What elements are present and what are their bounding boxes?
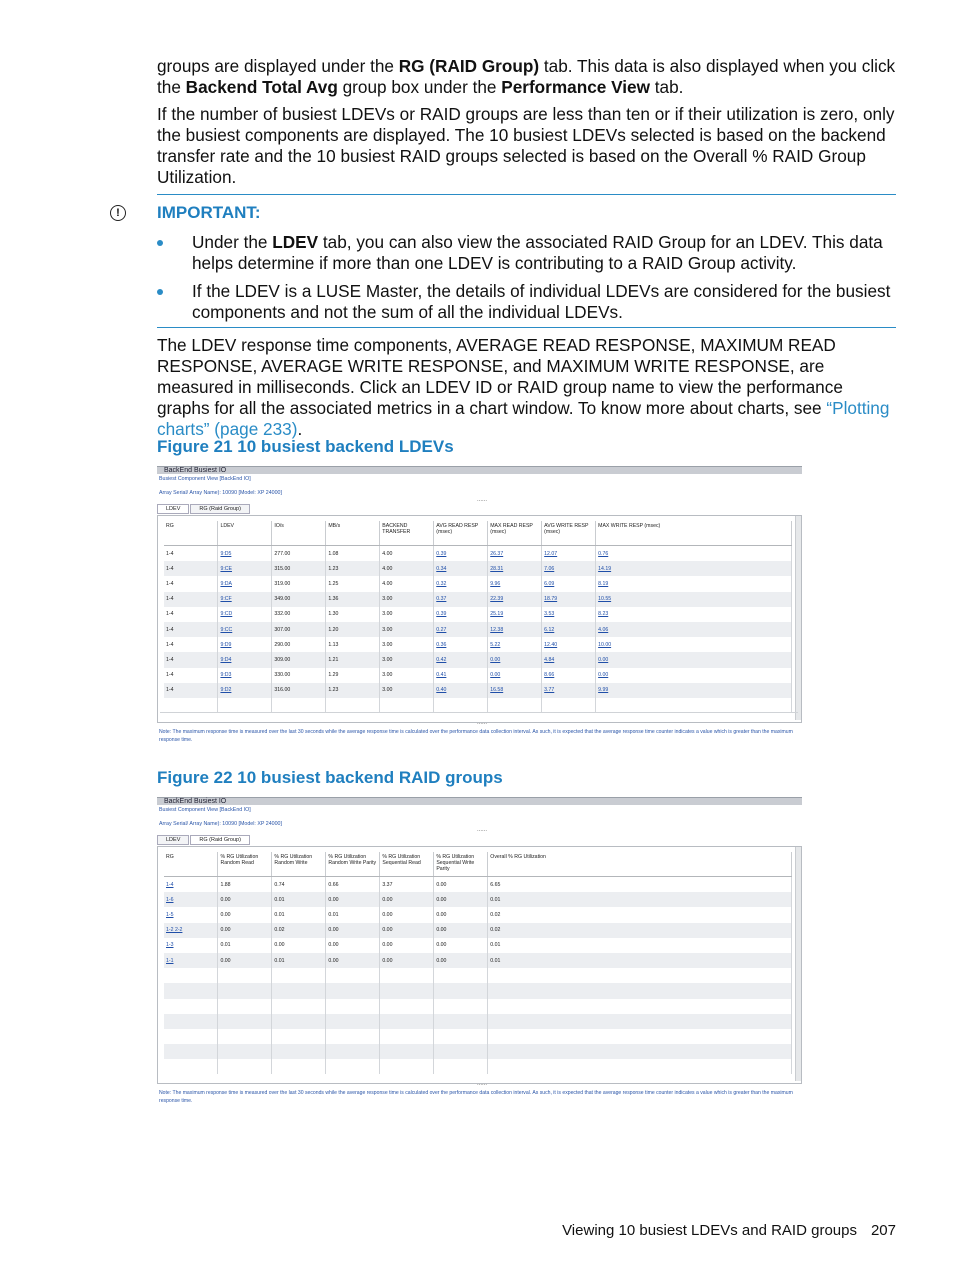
table-cell: 0.00 — [434, 907, 488, 922]
table-cell — [164, 1059, 218, 1074]
table-cell: 1-4 — [164, 637, 218, 652]
table-cell: 1-4 — [164, 622, 218, 637]
table-cell: 0.02 — [272, 923, 326, 938]
table-cell — [380, 1044, 434, 1059]
section-title: Viewing 10 busiest LDEVs and RAID groups — [562, 1222, 857, 1239]
splitter-handle[interactable]: ...... — [477, 1081, 488, 1087]
table-cell: 330.00 — [272, 668, 326, 683]
table-cell — [434, 999, 488, 1014]
table-cell: 1.25 — [326, 576, 380, 591]
table-cell: 0.00 — [272, 938, 326, 953]
table-cell-link[interactable]: 1-4 — [164, 877, 218, 893]
tab-rg[interactable]: RG (Raid Group) — [190, 504, 250, 514]
figure-21-title: Figure 21 10 busiest backend LDEVs — [157, 437, 454, 456]
table-cell: 3.00 — [380, 652, 434, 667]
table-cell: 0.66 — [326, 877, 380, 893]
table-cell: 1-4 — [164, 668, 218, 683]
table-cell — [326, 983, 380, 998]
table-cell-link[interactable]: 10.55 — [596, 592, 792, 607]
tab-name-ldev: LDEV — [272, 232, 319, 252]
table-row — [164, 607, 792, 622]
table-cell-link[interactable]: 1-6 — [164, 892, 218, 907]
table-cell — [272, 1044, 326, 1059]
tab-ldev[interactable]: LDEV — [157, 504, 189, 514]
table-cell-link[interactable]: 6.12 — [542, 622, 596, 637]
table-cell: 1.13 — [326, 637, 380, 652]
table-cell-link[interactable]: 10.00 — [596, 637, 792, 652]
table-cell — [164, 968, 218, 983]
table-cell — [164, 698, 218, 713]
splitter-handle[interactable]: ...... — [477, 827, 488, 833]
table-row — [164, 953, 792, 968]
table-cell-link[interactable]: 9:CE — [218, 561, 272, 576]
table-cell — [218, 1059, 272, 1074]
intro-paragraph-1 — [157, 56, 897, 98]
column-header[interactable]: AVG WRITE RESP (msec) — [542, 521, 596, 546]
table-cell: 1.29 — [326, 668, 380, 683]
important-heading: IMPORTANT: — [157, 203, 261, 222]
bullet-icon — [157, 289, 163, 295]
table-row — [164, 1014, 792, 1029]
column-header[interactable]: RG — [164, 521, 218, 546]
table-cell-link[interactable]: 0.37 — [434, 592, 488, 607]
table-cell: 0.00 — [380, 923, 434, 938]
table-cell: 1.30 — [326, 607, 380, 622]
table-cell: 0.00 — [326, 953, 380, 968]
text: tab. — [649, 77, 684, 97]
table-cell: 0.00 — [434, 892, 488, 907]
table-cell: 0.00 — [380, 907, 434, 922]
table-cell: 1.20 — [326, 622, 380, 637]
table-cell — [164, 1029, 218, 1044]
table-cell-link[interactable]: 6.09 — [542, 576, 596, 591]
table-cell — [434, 1014, 488, 1029]
table-cell-link[interactable]: 3.53 — [542, 607, 596, 622]
table-cell — [326, 1029, 380, 1044]
table-cell — [434, 1059, 488, 1074]
table-cell: 0.01 — [488, 938, 792, 953]
table-cell — [326, 1059, 380, 1074]
table-row — [164, 983, 792, 998]
table-cell-link[interactable]: 12.07 — [542, 546, 596, 562]
column-header[interactable]: LDEV — [218, 521, 272, 546]
table-cell — [380, 999, 434, 1014]
table-cell — [272, 983, 326, 998]
table-cell-link[interactable]: 9:CC — [218, 622, 272, 637]
table-cell: 1.36 — [326, 592, 380, 607]
table-cell-link[interactable]: 0.40 — [434, 683, 488, 698]
table-cell: 0.74 — [272, 877, 326, 893]
text: Under the — [192, 232, 273, 252]
tab-name-performance: Performance View — [501, 77, 650, 97]
table-cell-link[interactable]: 9:D2 — [218, 683, 272, 698]
column-header[interactable]: MAX READ RESP (msec) — [488, 521, 542, 546]
table-cell — [218, 999, 272, 1014]
table-row — [164, 622, 792, 637]
table-cell: 1.88 — [218, 877, 272, 893]
table-cell — [164, 983, 218, 998]
table-cell-link[interactable]: 0.34 — [434, 561, 488, 576]
table-cell-link[interactable]: 9:CD — [218, 607, 272, 622]
table-cell: 309.00 — [272, 652, 326, 667]
breadcrumb: Busiest Component View [BackEnd IO] — [159, 476, 251, 482]
table-cell: 0.00 — [380, 892, 434, 907]
divider — [157, 327, 896, 328]
table-cell-link[interactable]: 0.39 — [434, 546, 488, 562]
table-cell-link[interactable]: 8.19 — [596, 576, 792, 591]
table-cell — [218, 1029, 272, 1044]
table-cell: 0.00 — [218, 953, 272, 968]
table-cell: 4.00 — [380, 546, 434, 562]
divider — [157, 194, 896, 195]
table-cell: 0.00 — [326, 892, 380, 907]
table-cell: 1-4 — [164, 652, 218, 667]
plotting-charts-link[interactable]: “Plotting charts” (page 233) — [157, 398, 890, 439]
table-cell: 1-4 — [164, 607, 218, 622]
breadcrumb: Busiest Component View [BackEnd IO] — [159, 807, 251, 813]
table-cell — [380, 1014, 434, 1029]
table-cell-link[interactable]: 9:DA — [218, 576, 272, 591]
table-cell-link[interactable]: 14.19 — [596, 561, 792, 576]
table-cell — [434, 698, 488, 713]
tab-bar — [157, 835, 251, 845]
table-cell-link[interactable]: 0.42 — [434, 652, 488, 667]
table-cell — [272, 999, 326, 1014]
table-cell-link[interactable]: 28.31 — [488, 561, 542, 576]
table-row — [164, 637, 792, 652]
table-row — [164, 698, 792, 713]
table-cell: 3.00 — [380, 668, 434, 683]
table-cell: 0.01 — [488, 892, 792, 907]
table-cell: 1.23 — [326, 683, 380, 698]
table-cell: 0.00 — [380, 938, 434, 953]
table-row — [164, 877, 792, 893]
table-cell-link[interactable]: 0.32 — [434, 576, 488, 591]
table-cell-link[interactable]: 8.66 — [542, 668, 596, 683]
column-header[interactable]: MB/s — [326, 521, 380, 546]
table-cell: 332.00 — [272, 607, 326, 622]
table-cell — [272, 1014, 326, 1029]
figure-22-screenshot — [157, 797, 802, 1109]
table-cell-link[interactable]: 9.99 — [596, 683, 792, 698]
column-header[interactable]: RG — [164, 852, 218, 877]
table-cell — [380, 698, 434, 713]
text: groups are displayed under the — [157, 56, 399, 76]
tab-ldev[interactable]: LDEV — [157, 835, 189, 845]
table-cell — [218, 1014, 272, 1029]
table-cell: 0.00 — [218, 892, 272, 907]
table-cell — [488, 999, 792, 1014]
table-row — [164, 907, 792, 922]
table-cell — [596, 698, 792, 713]
table-cell — [218, 968, 272, 983]
table-cell: 3.00 — [380, 637, 434, 652]
table-cell-link[interactable]: 0.76 — [596, 546, 792, 562]
column-header[interactable]: BACKEND TRANSFER — [380, 521, 434, 546]
table-cell — [164, 1044, 218, 1059]
table-row — [164, 892, 792, 907]
page-footer — [562, 1222, 896, 1239]
array-info: Array Serial/ Array Name): 10090 [Model: XP 24000] — [159, 821, 282, 827]
table-cell — [488, 1044, 792, 1059]
table-cell-link[interactable]: 22.39 — [488, 592, 542, 607]
table-cell-link[interactable]: 8.23 — [596, 607, 792, 622]
table-cell: 1.21 — [326, 652, 380, 667]
table-cell: 3.00 — [380, 622, 434, 637]
tab-bar — [157, 504, 251, 514]
table-cell: 290.00 — [272, 637, 326, 652]
table-cell-link[interactable]: 9:D9 — [218, 637, 272, 652]
table-cell-link[interactable]: 12.38 — [488, 622, 542, 637]
table-cell: 3.00 — [380, 683, 434, 698]
table-cell: 0.01 — [272, 892, 326, 907]
table-row — [164, 938, 792, 953]
table-cell: 307.00 — [272, 622, 326, 637]
table-cell: 1.23 — [326, 561, 380, 576]
bullet-icon — [157, 240, 163, 246]
table-cell — [488, 968, 792, 983]
table-cell: 0.01 — [488, 953, 792, 968]
table-cell — [434, 1029, 488, 1044]
table-cell: 1-4 — [164, 592, 218, 607]
table-cell: 0.00 — [218, 907, 272, 922]
table-cell: 349.00 — [272, 592, 326, 607]
text: tab, you can also view the associated RAID Group for an LDEV. This data helps determine if more than one LDEV is contributing to a RAID Group activity. — [192, 232, 883, 273]
table-row — [164, 683, 792, 698]
figure-21-screenshot — [157, 466, 802, 746]
table-cell: 316.00 — [272, 683, 326, 698]
table-cell-link[interactable]: 0.27 — [434, 622, 488, 637]
table-cell — [326, 1044, 380, 1059]
table-cell-link[interactable]: 4.84 — [542, 652, 596, 667]
response-paragraph — [157, 335, 897, 440]
table-row — [164, 1029, 792, 1044]
table-cell: 4.00 — [380, 576, 434, 591]
table-cell-link[interactable]: 7.06 — [542, 561, 596, 576]
tab-name-rg: RG (RAID Group) — [398, 56, 540, 76]
table-cell: 0.00 — [380, 953, 434, 968]
table-cell-link[interactable]: 3.77 — [542, 683, 596, 698]
table-cell — [380, 1029, 434, 1044]
table-cell — [488, 983, 792, 998]
table-cell-link[interactable]: 9:D3 — [218, 668, 272, 683]
panel-title: BackEnd Busiest IO — [164, 467, 227, 474]
vertical-scrollbar[interactable] — [795, 847, 801, 1081]
table-cell-link[interactable]: 1-2 2-2 — [164, 923, 218, 938]
table-cell — [326, 968, 380, 983]
table-cell — [164, 1014, 218, 1029]
table-row — [164, 1059, 792, 1074]
table-cell-link[interactable]: 18.79 — [542, 592, 596, 607]
table-cell: 1-4 — [164, 683, 218, 698]
table-row — [164, 546, 792, 562]
splitter-handle[interactable]: ...... — [477, 720, 488, 726]
table-cell: 6.65 — [488, 877, 792, 893]
table-cell-link[interactable]: 1-1 — [164, 953, 218, 968]
column-header[interactable]: % RG Utilization Sequential Write Parity — [434, 852, 488, 877]
table-cell: 0.00 — [434, 953, 488, 968]
table-cell: 1-4 — [164, 561, 218, 576]
column-header[interactable]: MAX WRITE RESP (msec) — [596, 521, 792, 546]
note-text: Note: The maximum response time is measured over the last 30 seconds while the average response time is calculated over the performance data collection interval. As such, it is expected that the average response time counter indicates a value which is greater than the maximum response time. — [159, 1090, 793, 1104]
table-cell — [488, 1029, 792, 1044]
table-cell: 277.00 — [272, 546, 326, 562]
column-header[interactable]: % RG Utilization Random Read — [218, 852, 272, 877]
table-cell: 315.00 — [272, 561, 326, 576]
table-cell: 0.01 — [272, 953, 326, 968]
table-cell — [434, 1044, 488, 1059]
table-cell — [326, 999, 380, 1014]
table-cell-link[interactable]: 0.00 — [488, 668, 542, 683]
table-cell — [542, 698, 596, 713]
table-cell: 0.01 — [272, 907, 326, 922]
table-row — [164, 668, 792, 683]
table-cell — [218, 983, 272, 998]
ldev-table — [164, 521, 792, 713]
table-cell — [326, 1014, 380, 1029]
text: The LDEV response time components, AVERAGE READ RESPONSE, MAXIMUM READ RESPONSE, AVERAGE WRITE RESPONSE, and MAXIMUM WRITE RESPONSE, are measured in milliseconds. Click an LDEV ID or RAID group name to view the performance graphs for all the associated metrics in a chart window. To know more about charts, see — [157, 335, 843, 418]
table-cell — [488, 1014, 792, 1029]
table-cell: 1-4 — [164, 576, 218, 591]
table-cell: 0.01 — [326, 907, 380, 922]
table-frame — [157, 515, 802, 723]
column-header[interactable]: % RG Utilization Random Write — [272, 852, 326, 877]
table-row — [164, 561, 792, 576]
table-cell: 0.00 — [326, 923, 380, 938]
table-cell: 0.01 — [218, 938, 272, 953]
table-cell — [272, 1029, 326, 1044]
table-cell-link[interactable]: 26.37 — [488, 546, 542, 562]
group-box-name: Backend Total Avg — [185, 77, 338, 97]
table-cell: 0.00 — [434, 923, 488, 938]
table-cell — [488, 698, 542, 713]
table-cell: 3.37 — [380, 877, 434, 893]
table-cell-link[interactable]: 5.22 — [488, 637, 542, 652]
column-header[interactable]: % RG Utilization Random Write Parity — [326, 852, 380, 877]
table-cell — [164, 999, 218, 1014]
table-row — [164, 1044, 792, 1059]
column-header[interactable]: Overall % RG Utilization — [488, 852, 792, 877]
page-number: 207 — [870, 1222, 896, 1239]
table-cell-link[interactable]: 0.36 — [434, 637, 488, 652]
panel-title: BackEnd Busiest IO — [164, 798, 227, 805]
rg-table — [164, 852, 792, 1074]
table-cell — [326, 698, 380, 713]
array-info: Array Serial/ Array Name): 10090 [Model: XP 24000] — [159, 490, 282, 496]
table-cell: 0.00 — [434, 877, 488, 893]
table-row — [164, 652, 792, 667]
table-cell — [272, 968, 326, 983]
table-cell: 1-4 — [164, 546, 218, 562]
figure-22-title: Figure 22 10 busiest backend RAID groups — [157, 768, 503, 787]
text: tab. This data is also displayed when you click the — [157, 56, 896, 97]
table-cell — [434, 968, 488, 983]
table-cell: 0.00 — [326, 938, 380, 953]
table-frame — [157, 846, 802, 1084]
table-cell — [488, 1059, 792, 1074]
column-header[interactable]: AVG READ RESP (msec) — [434, 521, 488, 546]
table-cell-link[interactable]: 0.41 — [434, 668, 488, 683]
table-cell — [380, 1059, 434, 1074]
table-cell — [272, 698, 326, 713]
table-cell — [218, 1044, 272, 1059]
table-cell: 3.00 — [380, 607, 434, 622]
table-cell — [434, 983, 488, 998]
table-cell-link[interactable]: 9:CF — [218, 592, 272, 607]
table-cell: 0.00 — [434, 938, 488, 953]
vertical-scrollbar[interactable] — [795, 516, 801, 720]
table-cell-link[interactable]: 9:D5 — [218, 546, 272, 562]
table-cell-link[interactable]: 12.40 — [542, 637, 596, 652]
table-row — [164, 923, 792, 938]
column-header[interactable]: % RG Utilization Sequential Read — [380, 852, 434, 877]
table-cell: 1.08 — [326, 546, 380, 562]
table-row — [164, 968, 792, 983]
table-cell — [380, 983, 434, 998]
table-cell — [380, 968, 434, 983]
text: If the LDEV is a LUSE Master, the details of individual LDEVs are considered for the busiest components and not the sum of all the individual LDEVs. — [192, 281, 891, 322]
table-cell-link[interactable]: 4.06 — [596, 622, 792, 637]
table-cell-link[interactable]: 1-3 — [164, 938, 218, 953]
table-cell: 0.00 — [218, 923, 272, 938]
table-cell — [218, 698, 272, 713]
column-header[interactable]: IO/s — [272, 521, 326, 546]
intro-paragraph-2: If the number of busiest LDEVs or RAID groups are less than ten or if their utilization is zero, only the busiest components are displayed. The 10 busiest LDEVs selected is based on the backend transfer rate and the 10 busiest RAID groups selected is based on the Overall % RAID Group Utilization. — [157, 104, 895, 187]
important-icon: ! — [110, 205, 126, 221]
text: . — [297, 419, 303, 439]
table-cell: 319.00 — [272, 576, 326, 591]
table-cell-link[interactable]: 0.00 — [596, 652, 792, 667]
table-cell-link[interactable]: 9.96 — [488, 576, 542, 591]
table-cell: 0.02 — [488, 907, 792, 922]
horizontal-scrollbar[interactable] — [160, 712, 798, 719]
tab-rg[interactable]: RG (Raid Group) — [190, 835, 250, 845]
table-cell-link[interactable]: 1-5 — [164, 907, 218, 922]
table-cell-link[interactable]: 0.39 — [434, 607, 488, 622]
table-row — [164, 592, 792, 607]
table-cell-link[interactable]: 0.00 — [596, 668, 792, 683]
note-text: Note: The maximum response time is measured over the last 30 seconds while the average response time is calculated over the performance data collection interval. As such, it is expected that the average response time counter indicates a value which is greater than the maximum response time. — [159, 729, 793, 743]
table-cell: 0.02 — [488, 923, 792, 938]
splitter-handle[interactable]: ...... — [477, 497, 488, 503]
table-cell-link[interactable]: 16.58 — [488, 683, 542, 698]
table-cell: 4.00 — [380, 561, 434, 576]
panel-header — [157, 797, 802, 805]
table-cell — [272, 1059, 326, 1074]
table-cell-link[interactable]: 9:D4 — [218, 652, 272, 667]
panel-header — [157, 466, 802, 474]
text: group box under the — [337, 77, 502, 97]
table-row — [164, 999, 792, 1014]
table-cell-link[interactable]: 0.00 — [488, 652, 542, 667]
table-cell-link[interactable]: 25.19 — [488, 607, 542, 622]
table-row — [164, 576, 792, 591]
table-cell: 3.00 — [380, 592, 434, 607]
